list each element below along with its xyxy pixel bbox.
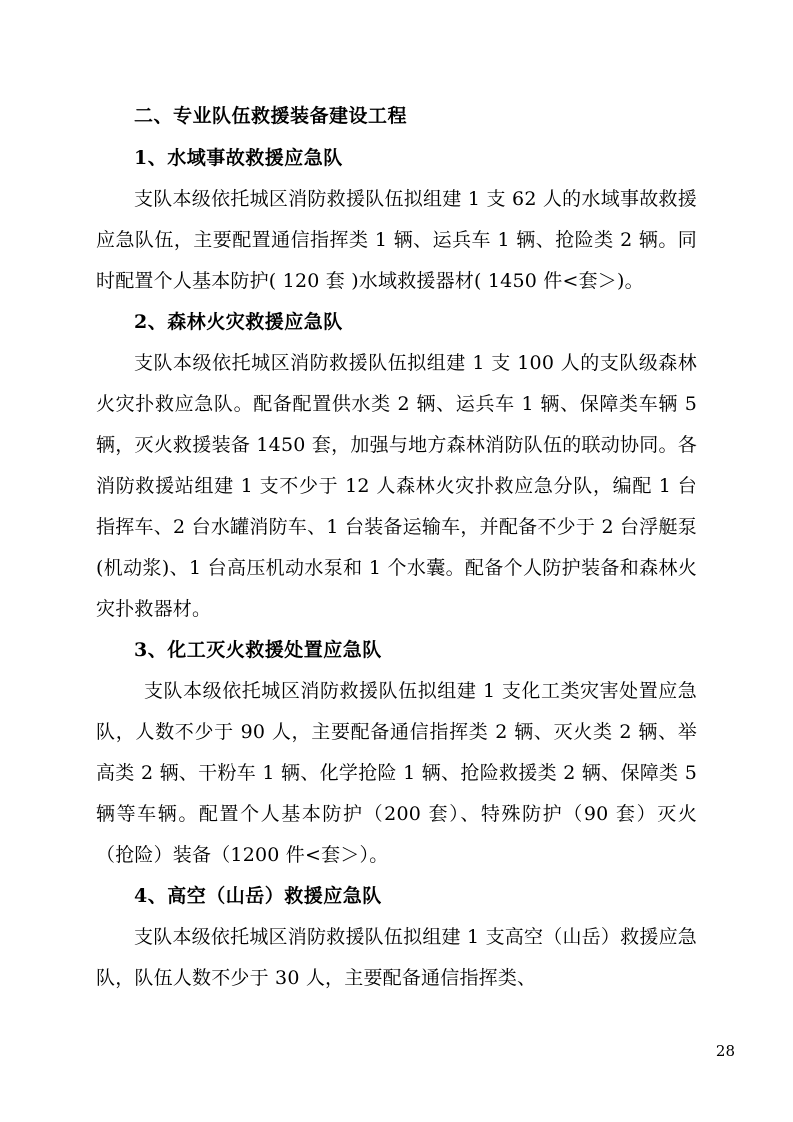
- section-heading-2: 二、专业队伍救援装备建设工程: [134, 105, 408, 127]
- section-heading-high-altitude: 4、高空（山岳）救援应急队: [134, 885, 382, 907]
- section-heading-chemical-fire: 3、化工灭火救援处置应急队: [134, 639, 382, 661]
- document-body: [96, 96, 697, 999]
- paragraph-high-altitude: 支队本级依托城区消防救援队伍拟组建 1 支高空（山岳）救援应急队，队伍人数不少于 30 人，主要配备通信指挥类、: [96, 926, 697, 989]
- paragraph-chemical-fire: 支队本级依托城区消防救援队伍拟组建 1 支化工类灾害处置应急队，人数不少于 90 人，主要配备通信指挥类 2 辆、灭火类 2 辆、举高类 2 辆、干粉车 1 辆、化学抢险 1 辆、抢险救援类 2 辆、保障类 5 辆等车辆。配置个人基本防护（200 套）、特殊防护（90 套）灭火（抢险）装备（1200 件<套＞）。: [96, 680, 697, 866]
- section-heading-water-rescue: 1、水域事故救援应急队: [134, 147, 343, 169]
- section-heading-forest-fire: 2、森林火灾救援应急队: [134, 311, 343, 333]
- paragraph-forest-fire: 支队本级依托城区消防救援队伍拟组建 1 支 100 人的支队级森林火灾扑救应急队。配备配置供水类 2 辆、运兵车 1 辆、保障类车辆 5 辆，灭火救援装备 1450 套，加强与地方森林消防队伍的联动协同。各消防救援站组建 1 支不少于 12 人森林火灾扑救应急分队，编配 1 台指挥车、2 台水罐消防车、1 台装备运输车，并配备不少于 2 台浮艇泵(机动浆)、1 台高压机动水泵和 1 个水囊。配备个人防护装备和森林火灾扑救器材。: [96, 352, 697, 620]
- paragraph-water-rescue: 支队本级依托城区消防救援队伍拟组建 1 支 62 人的水域事故救援应急队伍，主要配置通信指挥类 1 辆、运兵车 1 辆、抢险类 2 辆。同时配置个人基本防护( 120 套 )水域救援器材( 1450 件<套＞)。: [96, 188, 697, 292]
- page-number: 28: [715, 1042, 735, 1060]
